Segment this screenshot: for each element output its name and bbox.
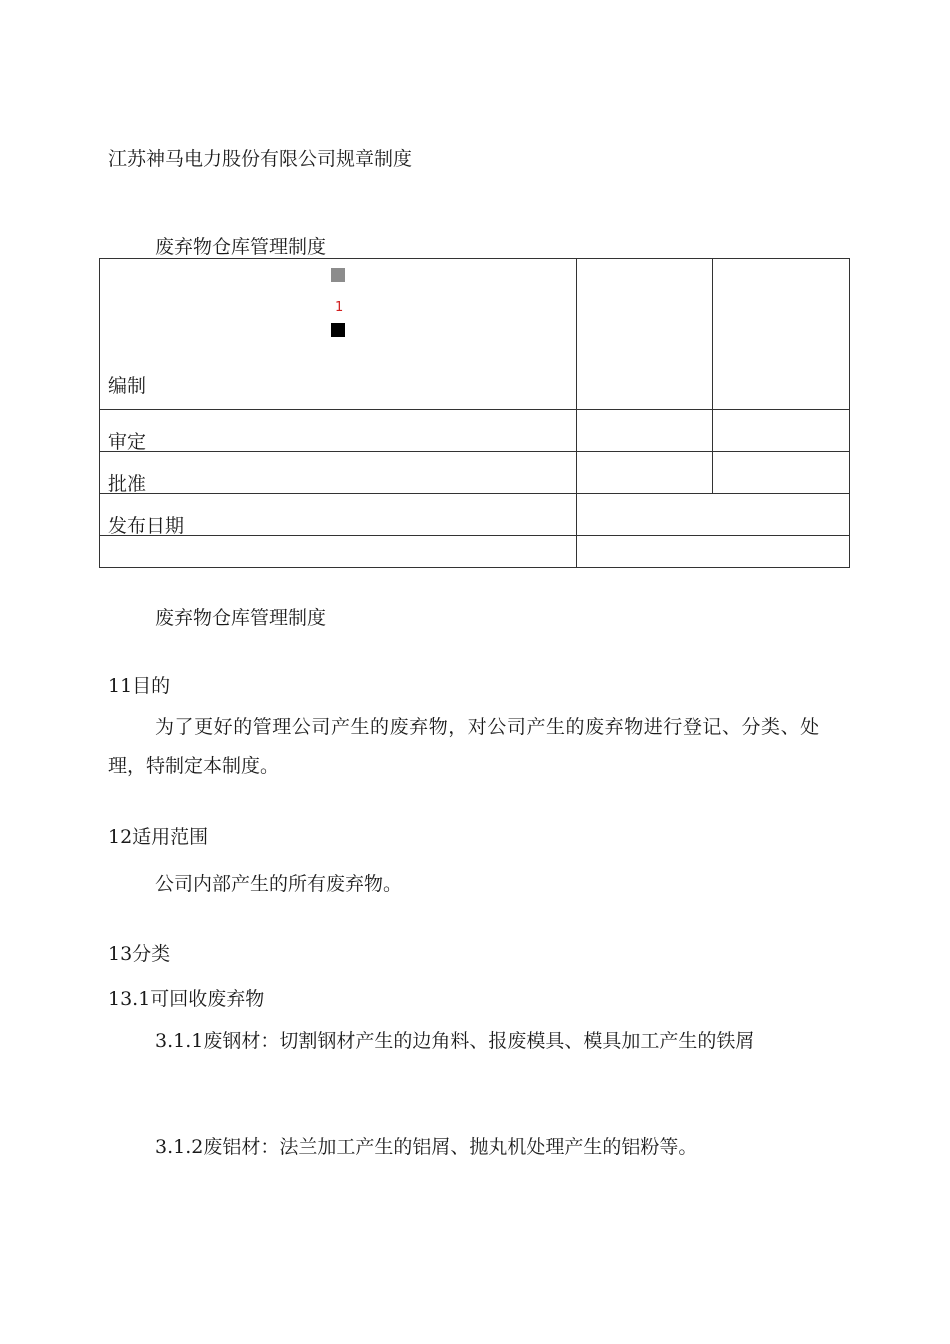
- label-approve: 批准: [108, 473, 147, 495]
- row-divider: [99, 409, 850, 410]
- document-title-body: 废弃物仓库管理制度: [155, 607, 327, 629]
- list-item: 3.1.2废铝材：法兰加工产生的铝屑、抛丸机处理产生的铝粉等。: [155, 1136, 698, 1158]
- row-divider: [99, 493, 850, 494]
- document-title-top: 废弃物仓库管理制度: [155, 236, 327, 258]
- paragraph-line: 为了更好的管理公司产生的废弃物，对公司产生的废弃物进行登记、分类、处: [155, 716, 820, 738]
- label-review: 审定: [108, 431, 147, 453]
- paragraph-line: 理，特制定本制度。: [108, 755, 280, 777]
- paragraph-line: 公司内部产生的所有废弃物。: [155, 873, 403, 895]
- gray-square-marker: [331, 268, 345, 282]
- red-number-mark: 1: [335, 300, 344, 315]
- company-heading: 江苏神马电力股份有限公司规章制度: [108, 148, 413, 170]
- section-heading: 11目的: [108, 675, 171, 697]
- section-heading: 13分类: [108, 943, 171, 965]
- column-divider: [712, 258, 713, 494]
- table-border: [99, 258, 850, 568]
- section-heading: 12适用范围: [108, 826, 209, 848]
- list-item: 3.1.1废钢材：切割钢材产生的边角料、报废模具、模具加工产生的铁屑: [155, 1030, 755, 1052]
- label-publish-date: 发布日期: [108, 515, 185, 537]
- row-divider: [99, 535, 850, 536]
- row-divider: [99, 451, 850, 452]
- column-divider: [576, 258, 577, 568]
- label-compile: 编制: [108, 375, 147, 397]
- black-square-marker: [331, 323, 345, 337]
- subsection-heading: 13.1可回收废弃物: [108, 988, 265, 1010]
